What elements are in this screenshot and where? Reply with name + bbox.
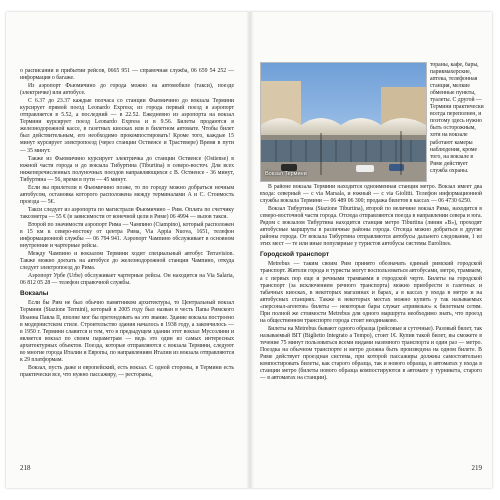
photo-caption: Вокзал Термини (265, 171, 307, 177)
paragraph: Аэропорт Урбе (Urbe) обслуживает чартерные рейсы. Он находится на Via Salaria, 06 812 05 28 — телефон справочной службы. (20, 273, 234, 287)
page-number: 219 (471, 464, 482, 472)
paragraph: В районе вокзала Термини находится одноименная станция метро. Вокзал имеет два входа: северный — с via Marsala, и южный — с via Giolitti. Телефон информационной службы вокзала Термини — 06 489 06 300; продажа билетов в кассах — 06 4730 6250. (260, 184, 482, 205)
paragraph: Такси следует из аэропорта по магистрали Фьюмичино – Рим. Оплата по счетчику таксометра — 55 € (в зависимости от конечной цели в Риме) 06 4994 — вызов такси. (20, 206, 234, 220)
photo-illustration (261, 63, 426, 181)
paragraph: Вокзал, пусть даже и европейский, есть вокзал. С одной стороны, в Термини есть практически все, что нужно пассажиру, — рестораны, (20, 364, 234, 378)
left-text-column (20, 68, 234, 458)
paragraph: Билеты на Metrebus бывают одного образца (рейсовые и суточные). Разовый билет, так называемый BIT (Biglietto Integrato a Tempo), стоит 1€. Купив такой билет, вы сможете в течение 75 минут пользоваться всеми видами наземного транспорта и один раз — метро. Поездка на обычном транспорте и метро должна быть произведена на одном билете. В Риме действует проездная система, при которой пассажиры должны самостоятельно компостировать билеты, как старого образца, так и нового образца, в автоматах у входа в станции метро (билеты нового образца компостируются в автомате у турникета, старого — в автоматах на станции). (260, 325, 482, 382)
paragraph: Metrebus — таким своим Рим принято обозначать единый римский городской транспорт. Жители города и туристы могут воспользоваться автобусами, метро, трамваем, а с первых пор еще и речными трамваями в городской черте. Билеты на городской транспорт (за исключением речного транспорта) можно приобрести в газетных и табачных киосках, в некоторых магазинах и барах, а в кассах у входа в метро и на автобусных станциях. Также в некоторых местах можно купить у так называемых «персонал-агентов» билеты — некоторые бары служат «привязью» к билетным сетям. При полной же стоимости Metrebus для одного маршрута необходимо знать, что проезд на общественном транспорте города стоит неодинаково. (260, 261, 482, 324)
paragraph: С 6.37 до 23.37 каждые полчаса со станции Фьюмичино до вокзала Термини курсирует прямой поезд Leonardo Express; из города первый поезд в аэропорт отправляется в 5.52, а последний — в 22.52. Ежедневно из аэропорта на вокзал Термини курсирует поезд Leonardo Express и в 9.56. Билеты продаются в железнодорожной кассе, в газетных киосках или в билетном автомате. Чтобы билет был действительным, его необходимо прокомпостировать! Кроме того, каждые 15 минут курсирует электропоезд (через станции Остиенсе и Трастевере) Время в пути — 35 минут. (20, 98, 234, 154)
page-number: 218 (20, 464, 31, 472)
section-heading: Вокзалы (20, 290, 49, 298)
termini-station-photo (260, 62, 427, 182)
section-heading: Городской транспорт (260, 251, 330, 259)
paragraph: Второй по значимости аэропорт Рима — Чампино (Ciampino), который расположен в 15 км к северо-востоку от центра Рима, Via Appia Nuova, 1651, телефон информационной службы — 06 794 941. Аэропорт Чампино обслуживает в основном внутренние и чартерные рейсы. (20, 221, 234, 250)
right-text-column (260, 184, 482, 466)
right-page (254, 12, 492, 488)
paragraph: Если вы прилетели в Фьюмичино позже, то по городу можно добраться ночным автобусом, остановка которого расположена между терминалами A и C. Стоимость проезда — 5€. (20, 184, 234, 205)
paragraph: Также из Фьюмичино курсирует электричка до станции Остиенсе (Ostiense) в южной части города и до вокзала Тибуртина (Tiburtina) в северо-восточ. Для всех нижеперечисленных полуночных поездов направляющихся с В. Остиенсе - 36 минут, Тибуртина — 56, время в пути — 45 минут. (20, 155, 234, 183)
book-spread (6, 12, 492, 488)
paragraph: Из аэропорт Фьюмичино до города можно на автомобиле (такси), поезде (электричке) или автобусе. (20, 83, 234, 97)
paragraph: тораны, кафе, бары, парикмахерские, аптека, телефонная станция, мелкие обменные пункты, туалеты. С другой — Термини практически всегда переполнен, и поэтому здесь нужно быть осторожным, хотя на вокзале работают камеры наблюдения, кроме того, на вокзале в Риме действует служба охраны. (430, 62, 484, 174)
photo-side-text (430, 62, 484, 184)
paragraph: Вокзал Тибуртина (Stazione Tiburtina), второй по величине вокзал Рима, находится в северо-восточной части города. Отсюда отправляются поезда в направлении севера и юга. Рядом с вокзалом Тибуртина находится станция метро Tiburtina (линия «B»), проходят автобусные маршруты в различные районы города. Отсюда можно добраться в другие районы города. От вокзала Тибуртина отправляются автобусы дальнего следования, 1 из этих мест — те или иные популярные у туристов автобусы системы Eurolines. (260, 206, 482, 248)
book-gutter (246, 12, 254, 488)
paragraph: Если бы Рим не был обычно памятником архитектуры, то Центральный вокзал Термини (Stazione Termini), который в 2005 году был назван в честь Папы Римского Иоанна Павла II, вполне мог бы претендовать на это звание. Здание вокзала построено в модернистском стиле. Строительство здания началось в 1938 году, а закончилось — в 1950 г. Термини славится и тем, что в предыдущем здании этот вокзал Муссолини и является вокзал по своим параметрам — ведь это один из самых интересных архитектурных объектов. Поезда, которые отправляются с вокзала Термини, следуют во многие города Италии и Европы, по направлениям Италии из вокзала отправляются к 29 платформам. (20, 300, 234, 363)
paragraph: о расписании и прибытии рейсов, 0665 951 — справочная служба, 06 659 54 252 — информация о багаже. (20, 68, 234, 82)
left-page (6, 12, 246, 488)
paragraph: Между Чампино и вокзалом Термини ходит специальный автобус Terravision. Также можно доехать на автобусе до железнодорожной станции Чампино, откуда следует электропоезд до Рима. (20, 251, 234, 272)
